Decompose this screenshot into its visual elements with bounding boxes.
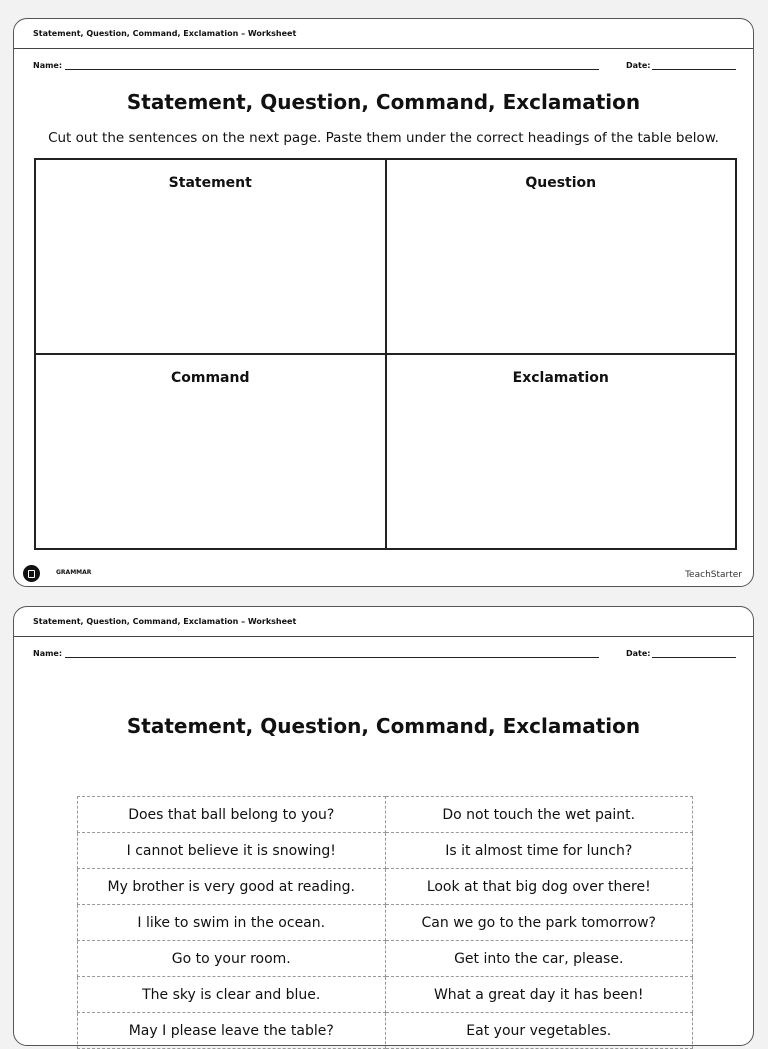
worksheet-header-title: Statement, Question, Command, Exclamation – Worksheet xyxy=(33,29,297,38)
statement-heading: Statement xyxy=(168,175,252,191)
table-row xyxy=(78,905,693,941)
statement-column xyxy=(35,159,386,354)
sentence-card: May I please leave the table? xyxy=(78,1013,386,1049)
name-field-line xyxy=(65,657,599,658)
table-row xyxy=(78,1013,693,1049)
sentence-card: What a great day it has been! xyxy=(385,977,693,1013)
sentence-card: Does that ball belong to you? xyxy=(78,797,386,833)
sentence-card: Get into the car, please. xyxy=(385,941,693,977)
sentence-card: Go to your room. xyxy=(78,941,386,977)
sorting-table xyxy=(34,158,737,550)
sentence-card: The sky is clear and blue. xyxy=(78,977,386,1013)
worksheet-header-title: Statement, Question, Command, Exclamation – Worksheet xyxy=(33,617,297,626)
sentence-card: Look at that big dog over there! xyxy=(385,869,693,905)
table-row xyxy=(78,977,693,1013)
question-heading: Question xyxy=(525,175,597,191)
question-column xyxy=(386,159,737,354)
name-field-line xyxy=(65,69,599,70)
command-heading: Command xyxy=(170,370,250,386)
name-label: Name: xyxy=(33,61,63,70)
sentence-card: Do not touch the wet paint. xyxy=(385,797,693,833)
sentence-card: Can we go to the park tomorrow? xyxy=(385,905,693,941)
sentence-card: I cannot believe it is snowing! xyxy=(78,833,386,869)
teachstarter-logo: TeachStarter xyxy=(685,570,742,580)
date-field-line xyxy=(652,69,736,70)
page-title: Statement, Question, Command, Exclamation xyxy=(126,714,641,738)
worksheet-page-1 xyxy=(13,18,754,587)
table-row xyxy=(78,833,693,869)
worksheet-page-2 xyxy=(13,606,754,1046)
date-label: Date: xyxy=(626,649,651,658)
exclamation-column xyxy=(386,354,737,549)
name-date-row xyxy=(33,649,734,661)
header-divider xyxy=(14,636,753,637)
sentence-card: I like to swim in the ocean. xyxy=(78,905,386,941)
name-date-row xyxy=(33,61,734,73)
sentence-card: Is it almost time for lunch? xyxy=(385,833,693,869)
table-row xyxy=(78,797,693,833)
header-divider xyxy=(14,48,753,49)
table-row xyxy=(78,869,693,905)
name-label: Name: xyxy=(33,649,63,658)
table-row xyxy=(78,941,693,977)
page-title: Statement, Question, Command, Exclamation xyxy=(126,90,641,114)
command-column xyxy=(35,354,386,549)
exclamation-heading: Exclamation xyxy=(512,370,609,386)
sentence-card: Eat your vegetables. xyxy=(385,1013,693,1049)
footer-subject: GRAMMAR xyxy=(56,569,92,576)
date-field-line xyxy=(652,657,736,658)
instructions-text: Cut out the sentences on the next page. Paste them under the correct headings of the table below. xyxy=(48,130,719,146)
sentence-card: My brother is very good at reading. xyxy=(78,869,386,905)
cutout-sentences-table xyxy=(77,796,693,1049)
grammar-book-icon xyxy=(23,565,40,582)
date-label: Date: xyxy=(626,61,651,70)
